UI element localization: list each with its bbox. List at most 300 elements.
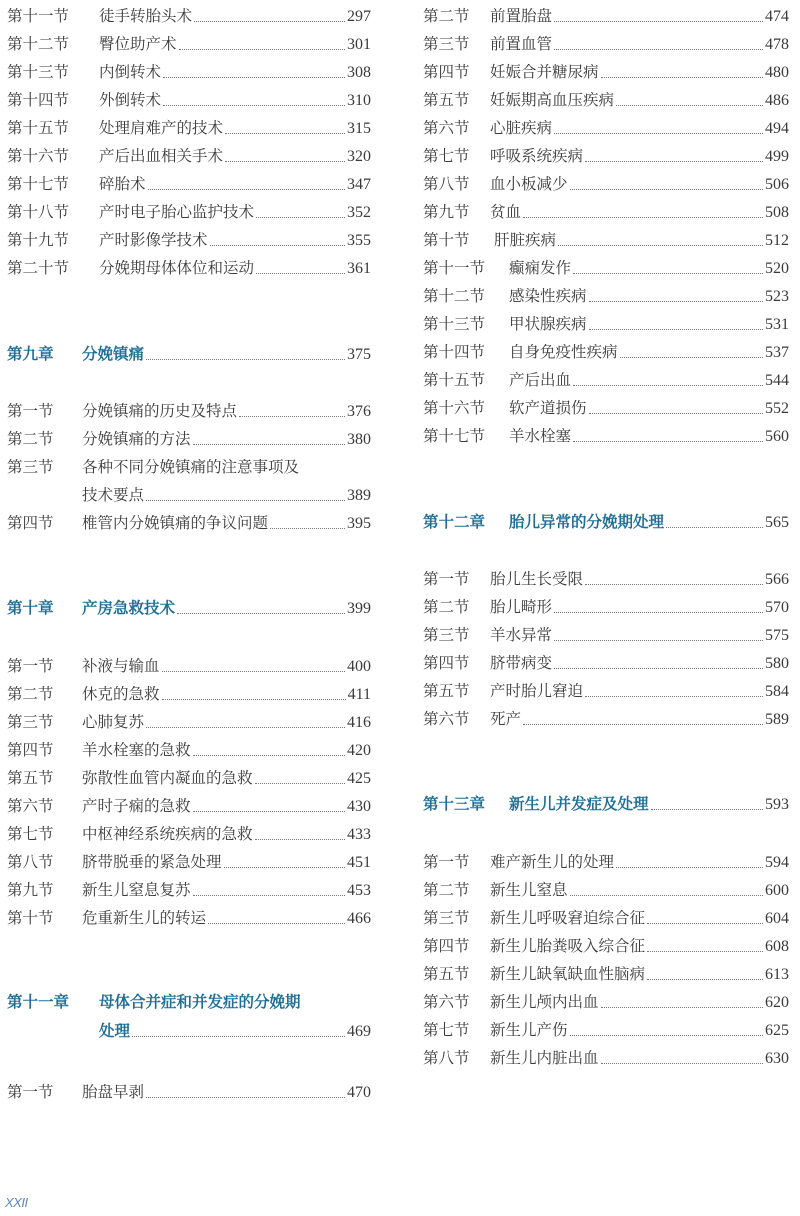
section-title: 脐带脱垂的紧急处理 [82,853,222,871]
section-title: 产时子痫的急救 [82,797,191,815]
page-number: 625 [765,1022,789,1039]
chapter-title: 处理 [99,1021,131,1040]
section-number: 第一节 [7,1083,54,1101]
chapter-number: 第十二章 [423,512,486,531]
section-title: 死产 [490,710,522,728]
toc-section-entry[interactable] [7,822,371,846]
toc-section-entry[interactable] [423,906,789,930]
page-number: 297 [347,8,371,25]
section-number: 第一节 [423,853,470,871]
toc-chapter-entry[interactable] [7,596,371,620]
dot-leader [554,668,763,669]
page-number: 389 [347,487,371,504]
section-number: 第四节 [423,937,470,955]
section-number: 第十三节 [423,315,486,333]
section-title: 碎胎术 [99,175,146,193]
section-number: 第十九节 [7,231,70,249]
section-number: 第四节 [7,514,54,532]
section-number: 第十二节 [423,287,486,305]
dot-leader [616,105,763,106]
dot-leader [589,413,763,414]
dot-leader [270,528,345,529]
page-number: 566 [765,571,789,588]
dot-leader [148,189,345,190]
page-number: 552 [765,400,789,417]
page-number: 523 [765,288,789,305]
section-title: 难产新生儿的处理 [490,853,615,871]
dot-leader [573,385,763,386]
section-title: 休克的急救 [82,685,160,703]
chapter-title: 分娩镇痛 [82,344,145,363]
toc-section-entry[interactable] [423,623,789,647]
dot-leader [620,357,763,358]
page-number: 478 [765,36,789,53]
page-number: 416 [347,714,371,731]
dot-leader [666,527,763,528]
section-title: 内倒转术 [99,63,162,81]
toc-section-entry[interactable] [423,424,789,448]
section-number: 第十三节 [7,63,70,81]
section-number: 第十六节 [423,399,486,417]
dot-leader [647,923,763,924]
section-title: 癫痫发作 [509,259,572,277]
page-number: 593 [765,796,789,813]
toc-section-entry[interactable] [423,88,789,112]
section-title: 羊水栓塞 [509,427,572,445]
section-title: 分娩镇痛的方法 [82,430,191,448]
dot-leader [132,1036,345,1037]
section-number: 第一节 [7,402,54,420]
section-title: 弥散性血管内凝血的急救 [82,769,253,787]
section-title: 新生儿窒息复苏 [82,881,191,899]
page-number: 480 [765,64,789,81]
page-number: 395 [347,515,371,532]
toc-section-entry[interactable] [423,172,789,196]
section-title: 胎儿畸形 [490,598,553,616]
page-number: 380 [347,431,371,448]
section-number: 第九节 [7,881,54,899]
toc-section-entry[interactable] [423,962,789,986]
page-number: 575 [765,627,789,644]
page-number: 411 [347,686,371,703]
dot-leader [570,895,763,896]
dot-leader [523,724,763,725]
section-number: 第五节 [423,91,470,109]
dot-leader [647,951,763,952]
page-number: 352 [347,204,371,221]
section-title: 臀位助产术 [99,35,177,53]
section-title: 呼吸系统疾病 [490,147,584,165]
page-number: 531 [765,316,789,333]
dot-leader [146,727,345,728]
toc-section-entry[interactable] [423,651,789,675]
section-title: 脐带病变 [490,654,553,672]
page-number: 425 [347,770,371,787]
section-number: 第二节 [423,7,470,25]
page-number: 486 [765,92,789,109]
toc-section-entry[interactable] [7,766,371,790]
dot-leader [589,301,763,302]
toc-section-entry[interactable] [423,228,789,252]
page-number: 453 [347,882,371,899]
toc-section-entry[interactable] [423,256,789,280]
page-number: 544 [765,372,789,389]
section-title: 感染性疾病 [509,287,587,305]
section-title: 椎管内分娩镇痛的争议问题 [82,514,269,532]
dot-leader [146,359,345,360]
page-number: 512 [765,232,789,249]
toc-section-entry[interactable] [423,567,789,591]
section-title: 新生儿颅内出血 [490,993,599,1011]
page-number: 420 [347,742,371,759]
toc-section-entry[interactable] [423,60,789,84]
section-title: 贫血 [490,203,522,221]
dot-leader [601,1007,763,1008]
toc-section-entry[interactable] [7,200,371,224]
toc-section-entry[interactable] [7,88,371,112]
toc-section-entry[interactable] [423,144,789,168]
section-number: 第七节 [7,825,54,843]
dot-leader [225,133,345,134]
section-number: 第五节 [423,965,470,983]
dot-leader [647,979,763,980]
dot-leader [162,671,345,672]
page-number: 433 [347,826,371,843]
chapter-title: 新生儿并发症及处理 [509,794,649,813]
section-title: 血小板减少 [490,175,568,193]
chapter-number: 第九章 [7,344,54,363]
dot-leader [570,189,763,190]
section-title: 产时胎儿窘迫 [490,682,584,700]
dot-leader [651,809,763,810]
section-title: 甲状腺疾病 [509,315,587,333]
page-number: 580 [765,655,789,672]
section-number: 第六节 [423,119,470,137]
dot-leader [255,839,345,840]
dot-leader [146,500,345,501]
page-number: 570 [765,599,789,616]
dot-leader [177,613,345,614]
toc-section-entry[interactable] [423,4,789,28]
toc-chapter-entry[interactable] [7,1019,371,1043]
dot-leader [585,584,763,585]
section-title: 妊娠期高血压疾病 [490,91,615,109]
section-title: 技术要点 [82,486,145,504]
dot-leader [616,867,763,868]
page-number: 520 [765,260,789,277]
dot-leader [179,49,345,50]
toc-section-entry[interactable] [7,256,371,280]
section-number: 第十五节 [423,371,486,389]
toc-section-entry[interactable] [423,312,789,336]
toc-section-entry[interactable] [7,116,371,140]
chapter-number: 第十一章 [7,992,70,1011]
section-title: 分娩镇痛的历史及特点 [82,402,238,420]
page-number: 613 [765,966,789,983]
section-number: 第十二节 [7,35,70,53]
toc-section-entry[interactable] [7,455,371,479]
toc-section-entry[interactable] [423,1046,789,1070]
section-title: 新生儿产伤 [490,1021,568,1039]
toc-section-entry[interactable] [7,682,371,706]
section-title: 胎儿生长受限 [490,570,584,588]
dot-leader [193,895,345,896]
section-title: 补液与输血 [82,657,160,675]
section-title: 前置血管 [490,35,553,53]
toc-section-entry[interactable] [7,850,371,874]
section-number: 第五节 [7,769,54,787]
dot-leader [585,161,763,162]
section-number: 第十八节 [7,203,70,221]
page-number: 315 [347,120,371,137]
dot-leader [585,696,763,697]
section-number: 第六节 [7,797,54,815]
page-number: 301 [347,36,371,53]
toc-chapter-entry[interactable] [423,792,789,816]
toc-section-entry[interactable] [7,1080,371,1104]
page-number: 430 [347,798,371,815]
page-number: 474 [765,8,789,25]
dot-leader [193,755,345,756]
page-number: 499 [765,148,789,165]
section-title: 妊娠合并糖尿病 [490,63,599,81]
toc-section-entry[interactable] [423,934,789,958]
toc-section-entry[interactable] [7,483,371,507]
toc-section-entry[interactable] [7,172,371,196]
toc-chapter-entry[interactable] [7,990,371,1014]
dot-leader [554,612,763,613]
section-title: 新生儿胎粪吸入综合征 [490,937,646,955]
toc-section-entry[interactable] [423,284,789,308]
section-title: 胎盘早剥 [82,1083,145,1101]
chapter-number: 第十章 [7,598,54,617]
dot-leader [554,640,763,641]
dot-leader [256,273,345,274]
section-number: 第四节 [7,741,54,759]
section-number: 第一节 [7,657,54,675]
section-title: 产时电子胎心监护技术 [99,203,255,221]
section-number: 第八节 [423,1049,470,1067]
toc-section-entry[interactable] [7,511,371,535]
dot-leader [554,133,763,134]
toc-section-entry[interactable] [423,990,789,1014]
section-number: 第十节 [423,231,470,249]
section-number: 第十节 [7,909,54,927]
section-title: 新生儿窒息 [490,881,568,899]
toc-section-entry[interactable] [423,679,789,703]
dot-leader [146,1097,345,1098]
page-number: 320 [347,148,371,165]
section-number: 第十六节 [7,147,70,165]
page-number: 466 [347,910,371,927]
page-number: 630 [765,1050,789,1067]
page-number: 608 [765,938,789,955]
page-number: 565 [765,514,789,531]
page-number: 604 [765,910,789,927]
section-number: 第三节 [423,35,470,53]
page-number: 594 [765,854,789,871]
section-number: 第三节 [423,909,470,927]
toc-section-entry[interactable] [423,116,789,140]
section-title: 外倒转术 [99,91,162,109]
section-title: 分娩期母体体位和运动 [99,259,255,277]
toc-section-entry[interactable] [7,738,371,762]
dot-leader [601,77,763,78]
chapter-number: 第十三章 [423,794,486,813]
page-number: 376 [347,403,371,420]
toc-section-entry[interactable] [7,60,371,84]
section-title: 羊水异常 [490,626,553,644]
section-number: 第七节 [423,1021,470,1039]
page-folio: XXII [5,1195,28,1210]
section-number: 第四节 [423,63,470,81]
dot-leader [554,21,763,22]
dot-leader [194,21,345,22]
page-number: 470 [347,1084,371,1101]
section-number: 第十五节 [7,119,70,137]
section-title: 心肺复苏 [82,713,145,731]
page-number: 355 [347,232,371,249]
section-number: 第九节 [423,203,470,221]
section-number: 第七节 [423,147,470,165]
dot-leader [193,444,345,445]
toc-chapter-entry[interactable] [423,510,789,534]
toc-section-entry[interactable] [423,595,789,619]
section-number: 第五节 [423,682,470,700]
section-title: 徒手转胎头术 [99,7,193,25]
dot-leader [163,105,345,106]
toc-section-entry[interactable] [423,878,789,902]
dot-leader [256,217,345,218]
dot-leader [193,811,345,812]
section-title: 产时影像学技术 [99,231,208,249]
toc-section-entry[interactable] [7,794,371,818]
section-title: 各种不同分娩镇痛的注意事项及 [82,458,300,476]
section-title: 中枢神经系统疾病的急救 [82,825,253,843]
dot-leader [208,923,345,924]
toc-section-entry[interactable] [423,32,789,56]
toc-section-entry[interactable] [7,654,371,678]
dot-leader [601,1063,763,1064]
section-title: 心脏疾病 [490,119,553,137]
toc-section-entry[interactable] [7,4,371,28]
section-title: 自身免疫性疾病 [509,343,618,361]
toc-section-entry[interactable] [423,368,789,392]
section-number: 第十四节 [423,343,486,361]
section-title: 前置胎盘 [490,7,553,25]
page-number: 375 [347,346,371,363]
toc-section-entry[interactable] [7,32,371,56]
dot-leader [573,273,763,274]
dot-leader [554,49,763,50]
section-title: 新生儿呼吸窘迫综合征 [490,909,646,927]
page-number: 399 [347,600,371,617]
chapter-title: 产房急救技术 [82,598,176,617]
toc-section-entry[interactable] [7,144,371,168]
page-number: 469 [347,1023,371,1040]
page-number: 400 [347,658,371,675]
page-number: 494 [765,120,789,137]
section-title: 新生儿内脏出血 [490,1049,599,1067]
toc-chapter-entry[interactable] [7,342,371,366]
section-number: 第二节 [7,430,54,448]
toc-section-entry[interactable] [423,1018,789,1042]
section-number: 第三节 [7,713,54,731]
section-number: 第十一节 [423,259,486,277]
toc-section-entry[interactable] [423,850,789,874]
toc-section-entry[interactable] [423,200,789,224]
dot-leader [523,217,763,218]
section-number: 第十四节 [7,91,70,109]
section-number: 第二十节 [7,259,70,277]
section-number: 第二节 [423,881,470,899]
toc-section-entry[interactable] [423,707,789,731]
page-number: 506 [765,176,789,193]
dot-leader [163,77,345,78]
toc-section-entry[interactable] [7,228,371,252]
chapter-title: 母体合并症和并发症的分娩期 [99,992,301,1011]
dot-leader [224,867,345,868]
page-number: 560 [765,428,789,445]
section-title: 新生儿缺氧缺血性脑病 [490,965,646,983]
section-number: 第十一节 [7,7,70,25]
toc-section-entry[interactable] [7,399,371,423]
section-title: 危重新生儿的转运 [82,909,207,927]
page-number: 600 [765,882,789,899]
section-title: 处理肩难产的技术 [99,119,224,137]
dot-leader [210,245,345,246]
section-number: 第十七节 [7,175,70,193]
dot-leader [589,329,763,330]
page-number: 589 [765,711,789,728]
toc-section-entry[interactable] [7,427,371,451]
toc-section-entry[interactable] [423,340,789,364]
section-number: 第六节 [423,710,470,728]
dot-leader [225,161,345,162]
page-number: 347 [347,176,371,193]
toc-section-entry[interactable] [7,906,371,930]
toc-section-entry[interactable] [423,396,789,420]
section-title: 肝脏疾病 [494,231,557,249]
section-number: 第十七节 [423,427,486,445]
section-title: 软产道损伤 [509,399,587,417]
section-number: 第八节 [7,853,54,871]
page-number: 310 [347,92,371,109]
page-number: 508 [765,204,789,221]
page-number: 584 [765,683,789,700]
toc-section-entry[interactable] [7,710,371,734]
section-number: 第三节 [423,626,470,644]
section-number: 第四节 [423,654,470,672]
section-number: 第三节 [7,458,54,476]
dot-leader [570,1035,763,1036]
page-number: 451 [347,854,371,871]
section-number: 第二节 [423,598,470,616]
dot-leader [558,245,763,246]
page-number: 620 [765,994,789,1011]
dot-leader [162,699,346,700]
toc-section-entry[interactable] [7,878,371,902]
chapter-title: 胎儿异常的分娩期处理 [509,512,665,531]
section-number: 第八节 [423,175,470,193]
section-title: 产后出血 [509,371,572,389]
section-title: 羊水栓塞的急救 [82,741,191,759]
page-number: 308 [347,64,371,81]
section-number: 第一节 [423,570,470,588]
dot-leader [239,416,345,417]
dot-leader [255,783,345,784]
section-number: 第二节 [7,685,54,703]
